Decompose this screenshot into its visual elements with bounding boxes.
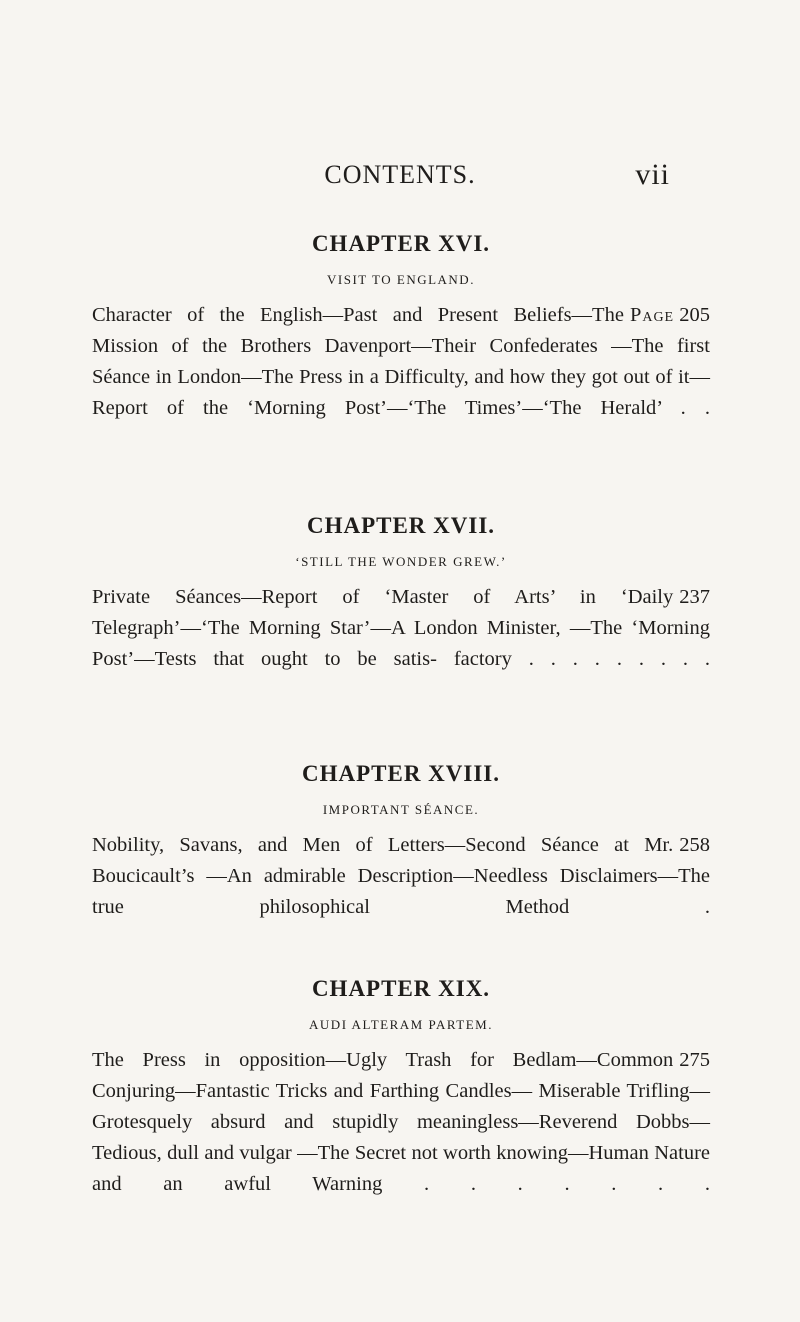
page-number: 205 [679,304,710,326]
chapter-19-entry [92,975,710,1200]
chapter-heading: CHAPTER XVIII. [301,761,501,786]
chapter-heading: CHAPTER XVI. [311,231,491,256]
page-reference [630,300,710,331]
page-number: 237 [679,586,710,608]
page-folio: vii [635,158,670,191]
page-number: 258 [679,834,710,856]
chapter-summary [92,582,710,675]
page-number: 275 [679,1049,710,1071]
chapter-heading: CHAPTER XVII. [306,513,496,538]
chapter-18-entry [92,760,710,923]
summary-text: The Press in opposition—Ugly Trash for Bedlam—Common Conjuring—Fantastic Tricks and Farthing Candles— Miserable Trifling—Grotesquely absurd and stupidly meaningless—Reverend Dobbs—Tedious, dull and vulgar —The Secret not worth knowing—Human Nature and an awful Warning . . . . . . . [92,1049,710,1195]
chapter-17-entry [92,512,710,675]
running-title: CONTENTS. [324,160,476,189]
chapter-subtitle: ‘STILL THE WONDER GREW.’ [295,554,507,569]
summary-text: Private Séances—Report of ‘Master of Arts’ in ‘Daily Telegraph’—‘The Morning Star’—A London Minister, —The ‘Morning Post’—Tests that ought to be satis- factory . . . . . . . . . [92,586,710,670]
chapter-subtitle: IMPORTANT SÉANCE. [322,802,480,817]
chapter-summary [92,300,710,424]
chapter-16-entry [92,230,710,424]
chapter-summary [92,830,710,923]
chapter-subtitle: VISIT TO ENGLAND. [327,272,475,287]
page-label: Page [629,304,675,326]
summary-text: Character of the English—Past and Present Beliefs—The Mission of the Brothers Davenport—Their Confederates —The first Séance in London—The Press in a Difficulty, and how they got out of it—Report of the ‘Morning Post’—‘The Times’—‘The Herald’ . . [92,304,710,419]
running-head [0,160,800,200]
chapter-summary [92,1045,710,1200]
summary-text: Nobility, Savans, and Men of Letters—Second Séance at Mr. Boucicault’s —An admirable Description—Needless Disclaimers—The true philosophical Method . [92,834,710,918]
chapter-subtitle: AUDI ALTERAM PARTEM. [309,1017,493,1032]
chapter-heading: CHAPTER XIX. [311,976,491,1001]
